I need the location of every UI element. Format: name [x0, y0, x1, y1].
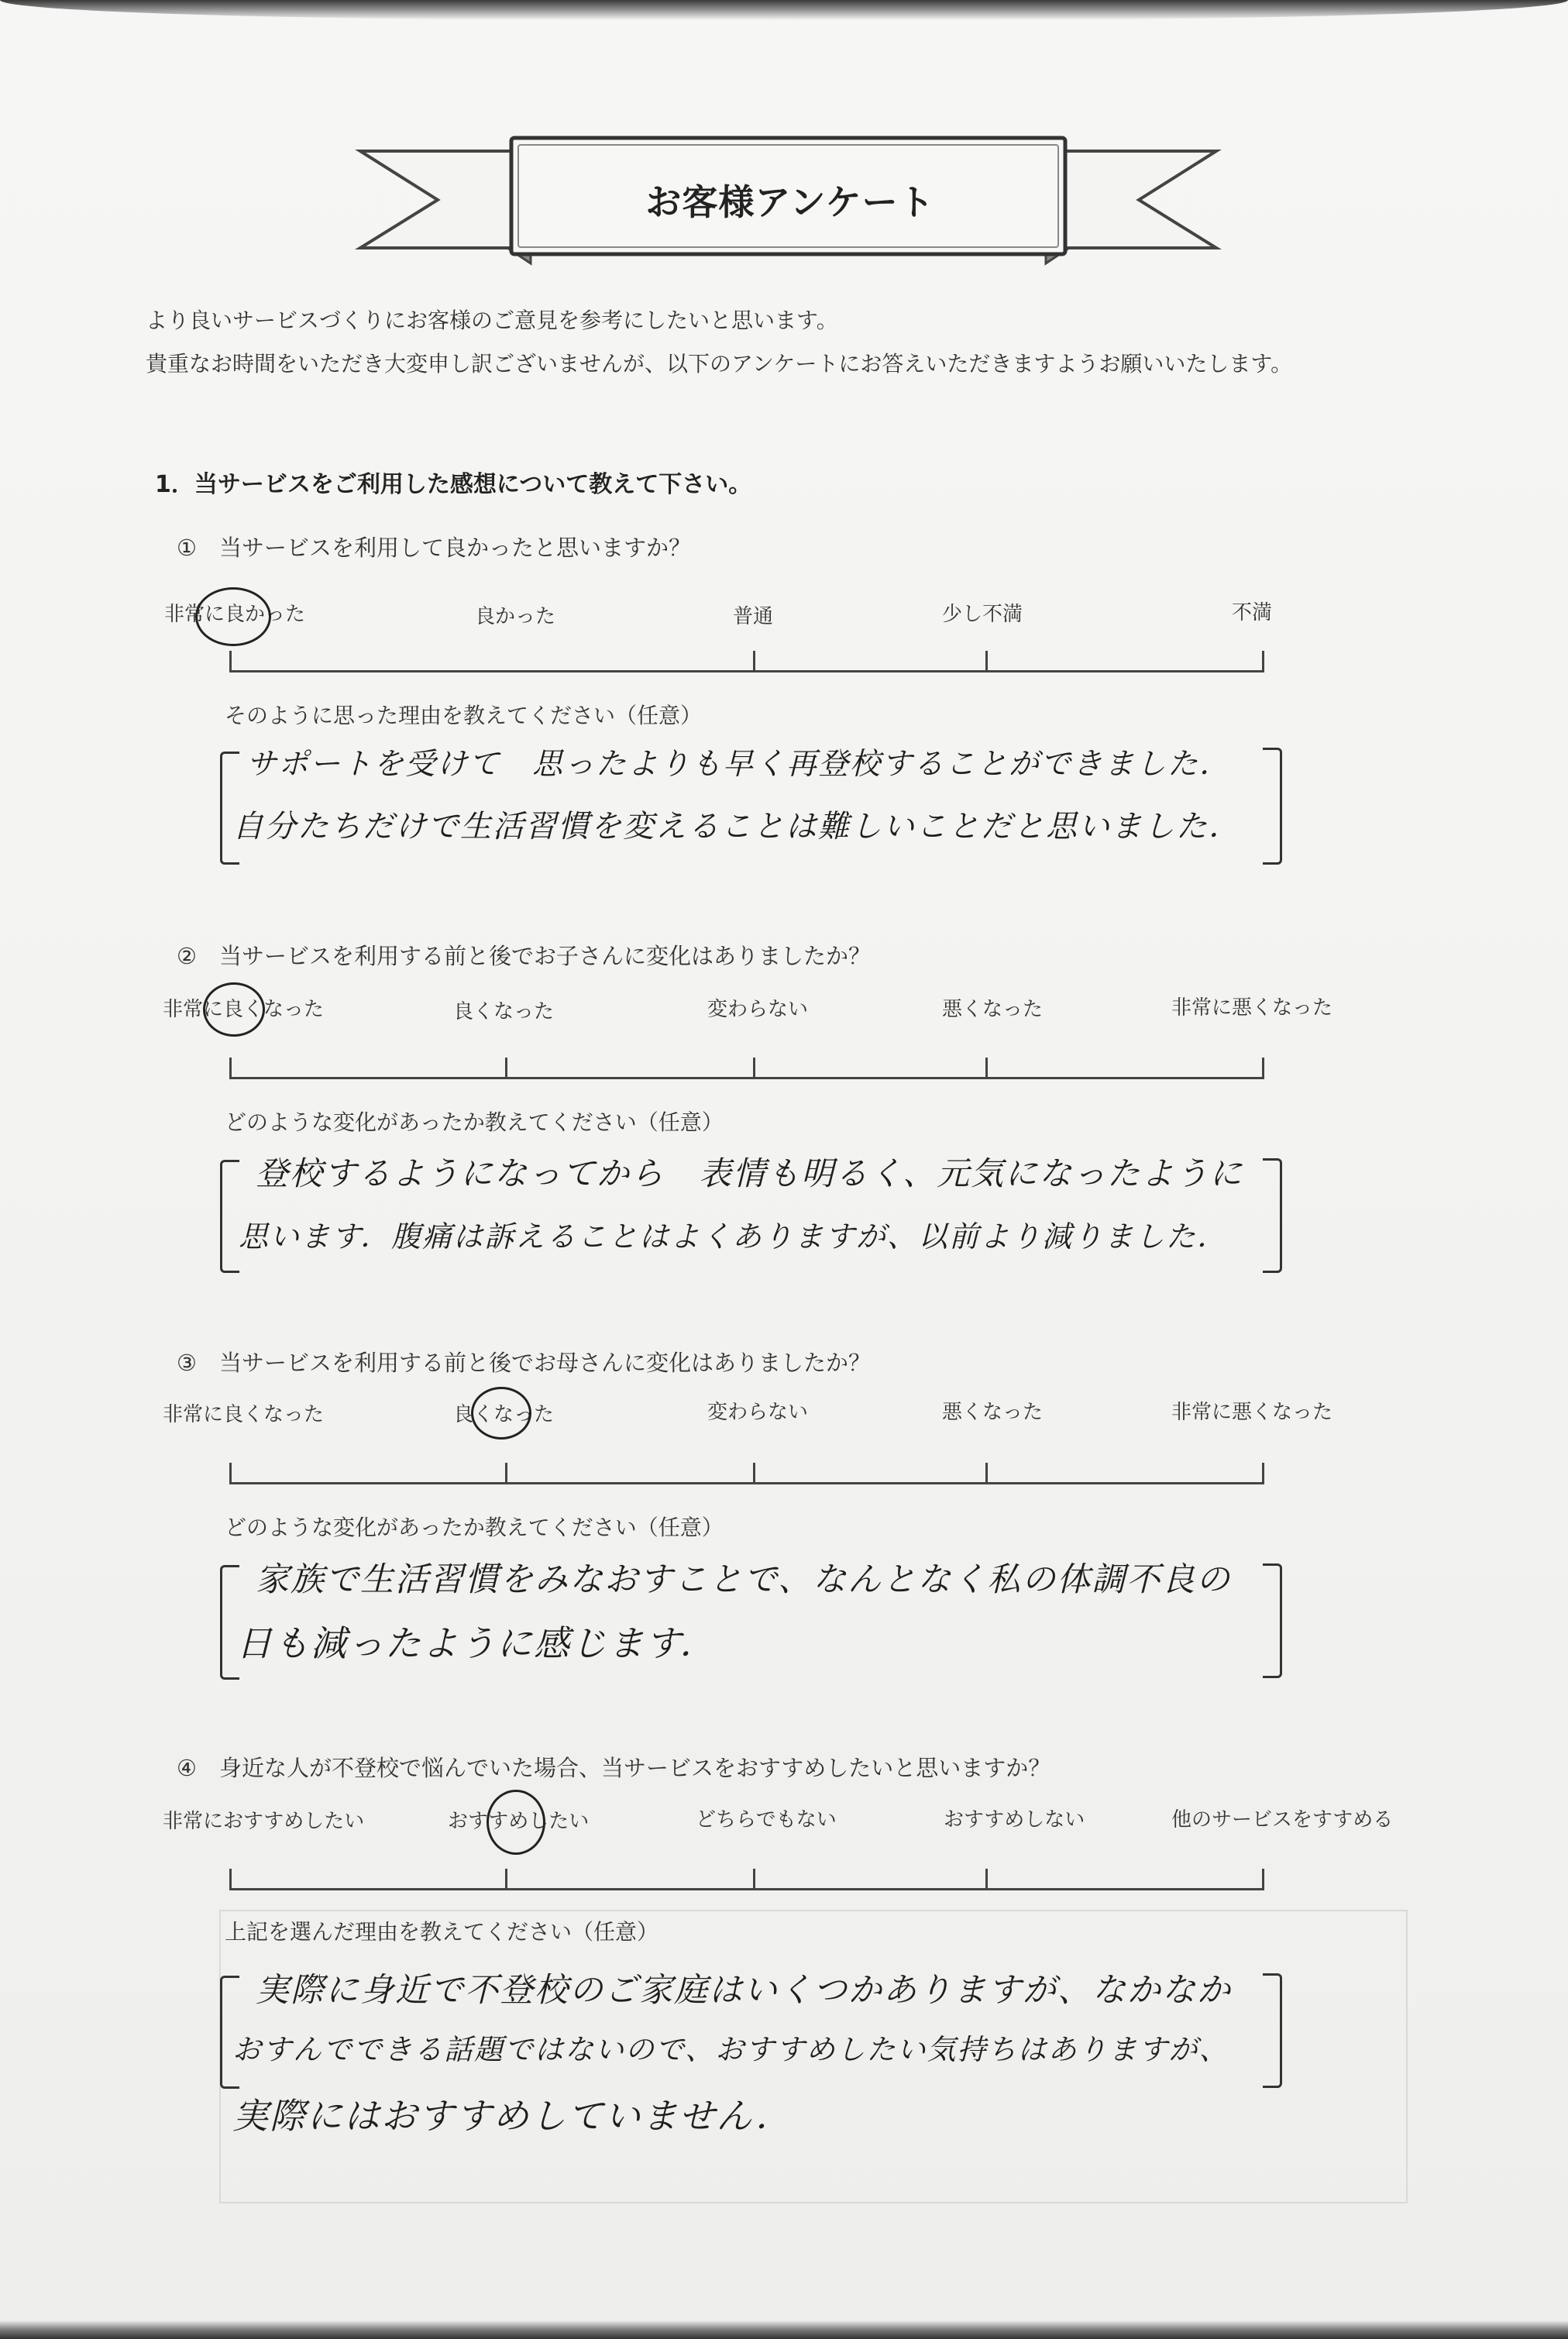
- q3-rating-scale: [229, 1463, 1264, 1484]
- q2-option-1[interactable]: 非常に良くなった: [163, 998, 325, 1021]
- q4-answer-line-3: 実際にはおすすめしていません．: [232, 2095, 793, 2137]
- selected-mark: [471, 1387, 531, 1440]
- q2-option-3[interactable]: 変わらない: [707, 998, 809, 1021]
- selected-mark: [203, 982, 265, 1037]
- question-4: ④ 身近な人が不登校で悩んでいた場合、当サービスをおすすめしたいと思いますか？: [177, 1755, 1051, 1781]
- question-3: ③ 当サービスを利用する前と後でお母さんに変化はありましたか？: [177, 1350, 871, 1376]
- q1-option-1[interactable]: 非常に良かった: [164, 603, 306, 626]
- q1-option-3[interactable]: 普通: [733, 605, 774, 628]
- page-title: お客様アンケート: [645, 181, 935, 223]
- q3-answer-line-2: 日も減ったように感じます．: [236, 1622, 717, 1664]
- q4-option-4[interactable]: おすすめしない: [944, 1808, 1085, 1832]
- q3-answer-line-1: 家族で生活習慣をみなおすことで、なんとなく私の体調不良の: [256, 1560, 1232, 1599]
- q2-answer-line-1: 登校するようになってから 表情も明るく、元気になったように: [256, 1154, 1244, 1192]
- question-2: ② 当サービスを利用する前と後でお子さんに変化はありましたか？: [177, 943, 871, 969]
- answer-bracket-right: [1263, 748, 1282, 865]
- q4-reason-prompt: 上記を選んだ理由を教えてください（任意）: [225, 1919, 659, 1945]
- answer-bracket-right: [1263, 1158, 1282, 1273]
- q1-option-5[interactable]: 不満: [1232, 601, 1273, 624]
- answer-bracket-right: [1263, 1973, 1282, 2088]
- q4-option-5[interactable]: 他のサービスをすすめる: [1171, 1808, 1394, 1832]
- q1-option-2[interactable]: 良かった: [475, 605, 556, 628]
- section-heading: 1．当サービスをご利用した感想について教えて下さい。: [155, 471, 752, 498]
- scan-bottom-edge: [0, 2320, 1568, 2339]
- q2-option-5[interactable]: 非常に悪くなった: [1171, 996, 1333, 1020]
- q3-option-3[interactable]: 変わらない: [707, 1401, 809, 1424]
- q1-option-4[interactable]: 少し不満: [942, 603, 1023, 626]
- q4-rating-scale: [229, 1869, 1264, 1890]
- selected-mark: [195, 587, 271, 646]
- answer-bracket-right: [1263, 1563, 1282, 1678]
- q2-option-4[interactable]: 悪くなった: [942, 998, 1044, 1021]
- q2-change-prompt: どのような変化があったか教えてください（任意）: [225, 1109, 724, 1135]
- q1-reason-prompt: そのように思った理由を教えてください（任意）: [225, 703, 703, 728]
- q2-option-2[interactable]: 良くなった: [453, 1000, 555, 1023]
- q4-option-3[interactable]: どちらでもない: [696, 1808, 837, 1832]
- q2-answer-line-2: 思います．腹痛は訴えることはよくありますが、以前より減りました．: [239, 1219, 1228, 1254]
- q3-change-prompt: どのような変化があったか教えてください（任意）: [225, 1515, 724, 1540]
- q1-answer-line-1: サポートを受けて 思ったよりも早く再登校することができました．: [246, 747, 1232, 782]
- intro-line-2: 貴重なお時間をいただき大変申し訳ございませんが、以下のアンケートにお答えいただきますようお願いいたします。: [146, 351, 1293, 377]
- q4-answer-line-1: 実際に身近で不登校のご家庭はいくつかありますが、なかなか: [256, 1971, 1232, 2010]
- q1-rating-scale: [229, 651, 1264, 672]
- q4-option-1[interactable]: 非常におすすめしたい: [163, 1810, 365, 1833]
- q3-option-1[interactable]: 非常に良くなった: [163, 1403, 325, 1426]
- q4-answer-line-2: おすんでできる話題ではないので、おすすめしたい気持ちはありますが、: [232, 2033, 1229, 2066]
- selected-mark: [487, 1790, 545, 1855]
- q3-option-2[interactable]: 良くなった: [453, 1403, 555, 1426]
- q1-answer-line-2: 自分たちだけで生活習慣を変えることは難しいことだと思いました．: [232, 809, 1241, 844]
- q2-rating-scale: [229, 1058, 1264, 1079]
- q3-option-5[interactable]: 非常に悪くなった: [1171, 1401, 1333, 1424]
- q3-option-4[interactable]: 悪くなった: [942, 1401, 1044, 1424]
- intro-line-1: より良いサービスづくりにお客様のご意見を参考にしたいと思います。: [146, 308, 838, 333]
- q4-option-2[interactable]: おすすめしたい: [448, 1810, 590, 1833]
- question-1: ① 当サービスを利用して良かったと思いますか？: [177, 535, 691, 561]
- answer-bracket-left: [220, 1160, 239, 1273]
